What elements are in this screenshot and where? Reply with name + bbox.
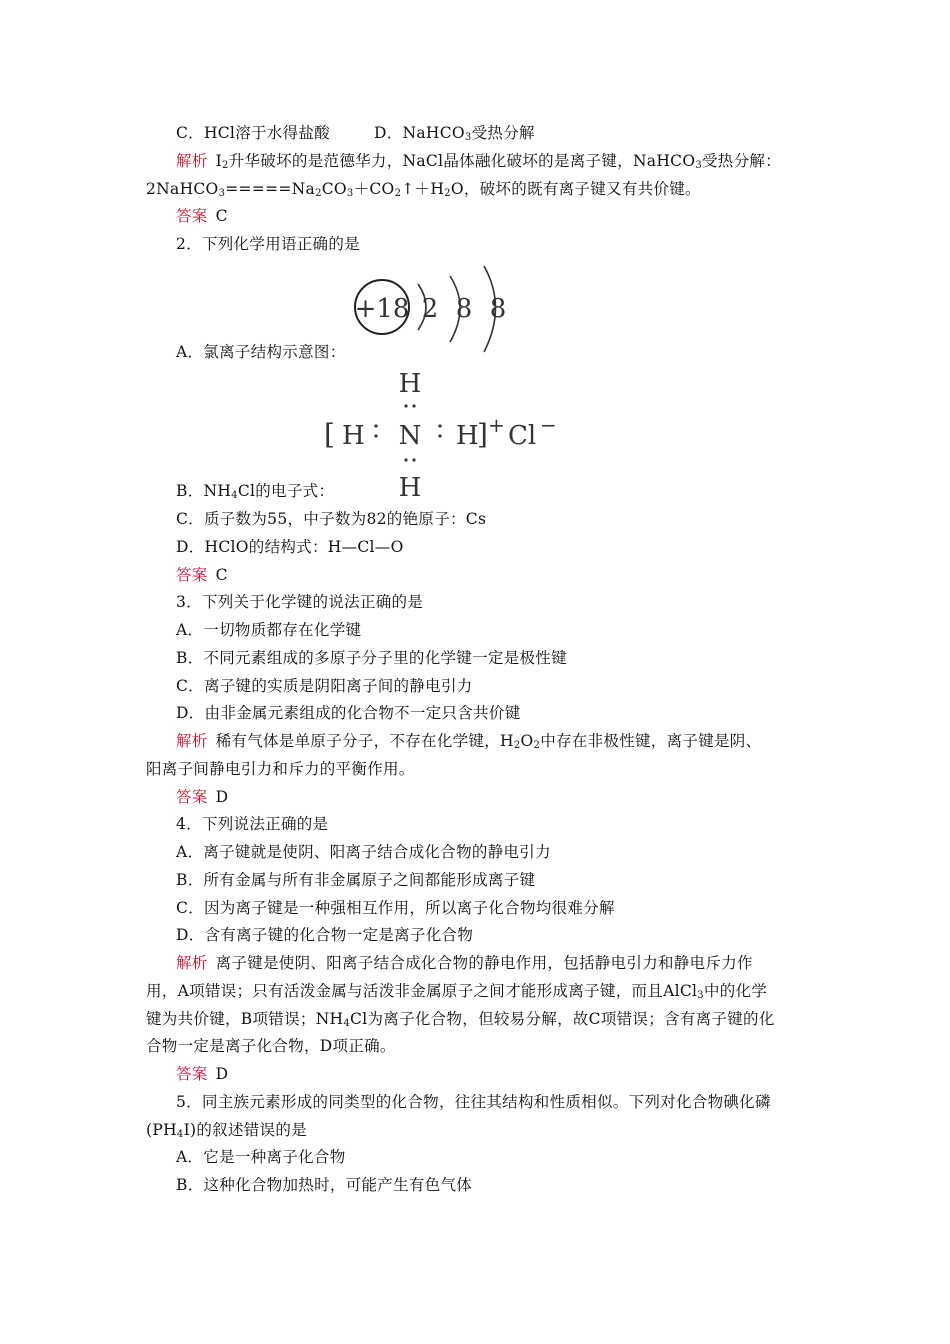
q5-option-b: B．这种化合物加热时，可能产生有色气体 (176, 1176, 473, 1194)
q3-answer-line (176, 787, 228, 807)
q1-analysis-line-1: 解析 $I_2$升华破坏的是范德华力，NaCl晶体融化破坏的是离子键，NaHCO$_3$受热分解： (176, 152, 782, 171)
right-bracket: ] (477, 418, 488, 451)
q4-option-d: D．含有离子键的化合物一定是离子化合物 (176, 926, 474, 944)
q4-option-c: C．因为离子键是一种强相互作用，所以离子化合物均很难分解 (176, 899, 615, 917)
q3-answer-label: 答案 (176, 788, 208, 806)
q4-stem: 4．下列说法正确的是 (176, 815, 329, 833)
shell-1-electrons: 2 (421, 294, 439, 324)
q4-option-b: B．所有金属与所有非金属原子之间都能形成离子键 (176, 871, 536, 889)
q1-analysis-line-2: $2NaHCO_3=====Na_2CO_3+CO_2↑+H_2O$，破坏的既有离子键又有共价键。 (146, 180, 701, 199)
ammonium-chloride-electron-formula (322, 364, 572, 504)
shell-3-electrons: 8 (489, 294, 507, 324)
q4-analysis-line-1: 解析 离子键是使阴、阳离子结合成化合物的静电作用，包括静电引力和静电斥力作 (176, 954, 753, 972)
q5-stem-line-2: $(PH_4I)$的叙述错误的是 (146, 1121, 307, 1140)
q1-option-c-line (176, 123, 535, 143)
top-hydrogen: H (398, 369, 422, 399)
shell-2-electrons: 8 (455, 294, 473, 324)
q2-option-d: D．HClO的结构式：H—Cl—O (176, 538, 404, 556)
nucleus-charge: +18 (354, 294, 410, 324)
q1-analysis-label: 解析 (176, 152, 208, 170)
q4-analysis-label: 解析 (176, 954, 208, 972)
q5-option-a: A．它是一种离子化合物 (176, 1148, 346, 1166)
q3-option-b: B．不同元素组成的多原子分子里的化学键一定是极性键 (176, 649, 567, 667)
q2-option-a: A．氯离子结构示意图： (176, 343, 346, 361)
q3-option-d: D．由非金属元素组成的化合物不一定只含共价键 (176, 704, 521, 722)
q1-option-d: D．NaHCO$_3$受热分解 (374, 124, 535, 143)
q2-option-c: C．质子数为55，中子数为82的铯原子：Cs (176, 510, 487, 528)
q3-analysis-line-1: 解析 稀有气体是单原子分子，不存在化学键，$H_2O_2$中存在非极性键，离子键是阴、 (176, 732, 762, 751)
q3-option-a: A．一切物质都存在化学键 (176, 621, 362, 639)
q4-answer: D (215, 1065, 229, 1083)
q4-analysis-line-3: 键为共价键，B项错误；$NH_4Cl$为离子化合物，但较易分解，故C项错误；含有离子键的化 (146, 1010, 775, 1029)
q3-analysis-line-2: 阳离子间静电引力和斥力的平衡作用。 (146, 760, 415, 778)
left-bracket: [ (324, 418, 335, 451)
nitrogen: N (398, 421, 422, 451)
q3-answer: D (215, 788, 229, 806)
q2-answer-line (176, 565, 228, 585)
q1-answer: C (215, 207, 228, 225)
q3-analysis-label: 解析 (176, 732, 208, 750)
q3-option-c: C．离子键的实质是阴阳离子间的静电引力 (176, 677, 473, 695)
q3-stem: 3．下列关于化学键的说法正确的是 (176, 593, 424, 611)
q4-analysis-line-2: 用，A项错误；只有活泼金属与活泼非金属原子之间才能形成离子键，而且AlCl$_3$中的化学 (146, 982, 768, 1001)
q2-option-b: B．$NH_4Cl$的电子式： (176, 482, 335, 501)
bottom-hydrogen: H (398, 473, 422, 503)
q2-answer: C (215, 566, 228, 584)
cation-charge: + (488, 413, 505, 437)
chloride-ion-structure-diagram (352, 262, 512, 354)
q1-option-c: C．HCl溶于水得盐酸 (176, 124, 330, 142)
anion-charge: − (540, 413, 557, 437)
q4-analysis-line-4: 合物一定是离子化合物，D项正确。 (146, 1037, 396, 1055)
q2-answer-label: 答案 (176, 566, 208, 584)
q1-answer-line (176, 206, 228, 226)
q4-option-a: A．离子键就是使阴、阳离子结合成化合物的静电引力 (176, 843, 551, 861)
chloride-anion: Cl (508, 421, 537, 451)
q2-stem: 2．下列化学用语正确的是 (176, 235, 360, 253)
right-hydrogen: H (456, 421, 479, 451)
left-hydrogen: H (342, 421, 365, 451)
q4-answer-line (176, 1064, 228, 1084)
q5-stem-line-1: 5．同主族元素形成的同类型的化合物，往往其结构和性质相似。下列对化合物碘化磷 (176, 1093, 771, 1111)
q1-answer-label: 答案 (176, 207, 208, 225)
q4-answer-label: 答案 (176, 1065, 208, 1083)
